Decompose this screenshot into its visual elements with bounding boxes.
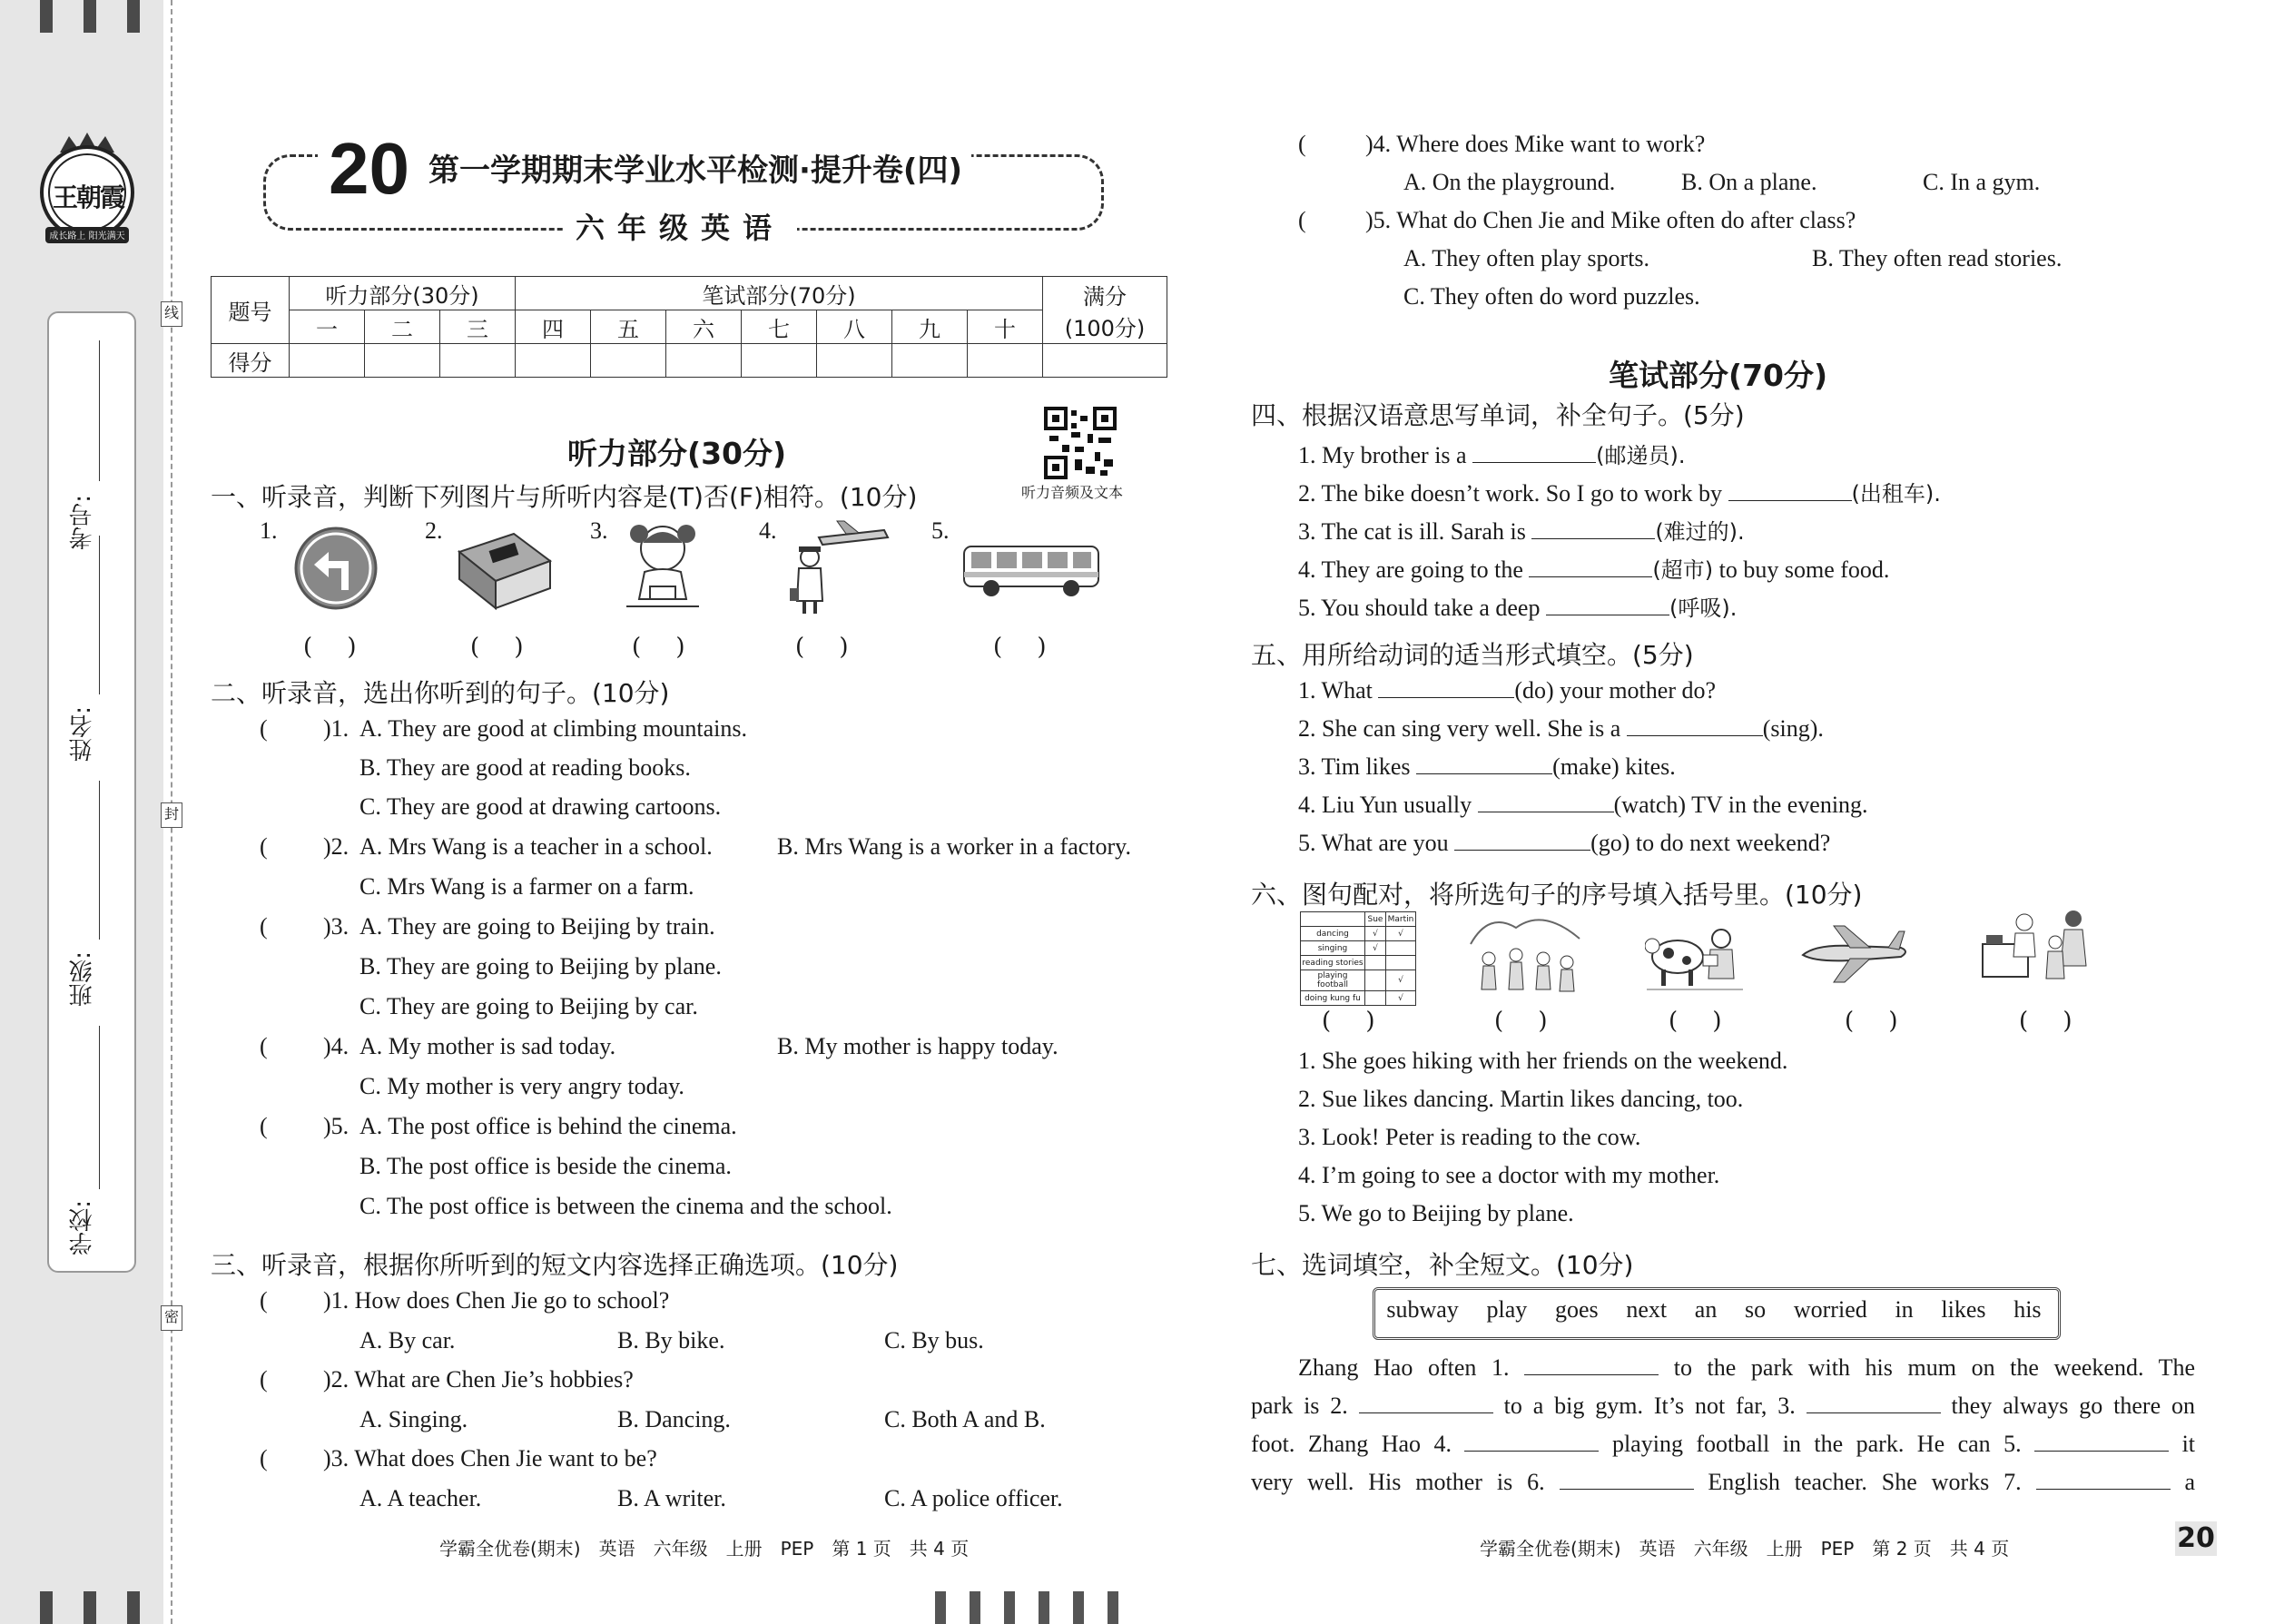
hobby-table-header (1301, 912, 1365, 927)
full-marks-label: 满分 (1083, 283, 1127, 310)
word-bank-word: so (1745, 1296, 1767, 1323)
left-turn-sign-icon (292, 525, 379, 615)
answer-paren[interactable]: ( ) (1845, 1008, 1898, 1035)
answer-blank[interactable] (1454, 830, 1590, 851)
footer-left: 学霸全优卷(期末) 英语 六年级 上册 PEP 第 1 页 共 4 页 (439, 1538, 970, 1560)
score-table (211, 276, 1167, 378)
qr-caption: 听力音频及文本 (1021, 484, 1124, 501)
name-line[interactable] (99, 536, 100, 694)
column-header: 一 (290, 310, 365, 344)
option-a: A. They are going to Beijing by train. (359, 913, 715, 940)
hobby-check (1365, 991, 1386, 1006)
part7-heading: 七、选词填空，补全短文。(10分) (1251, 1250, 1634, 1280)
question-number: )2. (323, 833, 350, 860)
hobby-check (1386, 956, 1416, 970)
answer-blank[interactable] (1524, 1354, 1659, 1375)
writing-group-header: 笔试部分(70分) (516, 277, 1043, 310)
answer-paren[interactable]: ( ) (993, 634, 1047, 661)
register-mark (40, 1591, 53, 1624)
passage-line: foot. Zhang Hao 4. playing football in the park. He can 5. it (1251, 1431, 2196, 1457)
answer-paren[interactable]: ( ) (1494, 1008, 1548, 1035)
hobby-check: √ (1365, 941, 1386, 956)
question-number: )3. (323, 913, 350, 940)
school-line[interactable] (99, 1026, 100, 1189)
answer-paren[interactable]: ( ) (632, 634, 685, 661)
question-number: )4. (323, 1033, 350, 1059)
hobby-activity: dancing (1301, 927, 1365, 941)
answer-paren[interactable]: ( ) (470, 634, 524, 661)
score-cell[interactable] (892, 344, 968, 378)
part4-heading: 四、根据汉语意思写单词，补全句子。(5分) (1251, 400, 1745, 430)
fill-sentence: 3. The cat is ill. Sarah is (难过的). (1298, 518, 1745, 545)
score-cell[interactable] (666, 344, 742, 378)
exam-subtitle: 六年级英语 (563, 205, 797, 247)
footer-right: 学霸全优卷(期末) 英语 六年级 上册 PEP 第 2 页 共 4 页 (1480, 1538, 2010, 1560)
full-marks-cell (1043, 277, 1167, 344)
fill-sentence: 5. You should take a deep (呼吸). (1298, 595, 1738, 621)
fill-sentence: 3. Tim likes (make) kites. (1298, 753, 1676, 780)
answer-paren[interactable]: ( ) (303, 634, 357, 661)
hobby-check: √ (1386, 991, 1416, 1006)
question-text: )4. Where does Mike want to work? (1365, 131, 1706, 157)
column-header: 六 (666, 310, 742, 344)
answer-paren[interactable]: ( ) (1322, 1008, 1375, 1035)
score-cell[interactable] (591, 344, 666, 378)
answer-blank[interactable] (2036, 1469, 2171, 1490)
option-c: C. A police officer. (884, 1485, 1063, 1511)
answer-blank[interactable] (2034, 1431, 2169, 1452)
answer-paren-open[interactable]: ( (260, 1445, 268, 1471)
answer-blank[interactable] (1359, 1393, 1493, 1413)
pilot-airplane-icon (783, 517, 891, 621)
page-badge: 20 (2175, 1521, 2217, 1556)
match-sentence: 4. I’m going to see a doctor with my mother. (1298, 1162, 1720, 1188)
register-marks (935, 1591, 1153, 1624)
score-cell[interactable] (742, 344, 817, 378)
option-b: B. Dancing. (617, 1406, 731, 1432)
option-b: B. A writer. (617, 1485, 726, 1511)
picture-number: 1. (260, 517, 278, 544)
class-line[interactable] (99, 781, 100, 940)
hobby-check (1365, 956, 1386, 970)
answer-paren-open[interactable]: ( (260, 913, 268, 940)
hobby-table (1300, 911, 1416, 1006)
match-sentence: 1. She goes hiking with her friends on the weekend. (1298, 1048, 1788, 1074)
passage-line: very well. His mother is 6. English teacher. She works 7. a (1251, 1469, 2195, 1495)
question-text: )1. How does Chen Jie go to school? (323, 1287, 670, 1314)
girl-reading-icon (617, 516, 708, 617)
exam-number-label: 考号: (69, 495, 96, 550)
fill-sentence: 4. They are going to the (超市) to buy some food. (1298, 556, 1890, 583)
logo-text: 王朝霞 (53, 182, 124, 212)
score-cell[interactable] (516, 344, 591, 378)
hobby-check: √ (1386, 970, 1416, 991)
column-header: 十 (968, 310, 1043, 344)
option-b: B. On a plane. (1681, 169, 1817, 195)
airplane-icon (1797, 919, 1912, 991)
seal-char-close: 密 (161, 1305, 182, 1331)
column-header: 八 (817, 310, 892, 344)
fill-sentence: 4. Liu Yun usually (watch) TV in the evening. (1298, 792, 1868, 818)
option-b: B. My mother is happy today. (777, 1033, 1058, 1059)
answer-blank[interactable] (1531, 518, 1655, 539)
option-a: A. On the playground. (1403, 169, 1616, 195)
register-mark (40, 0, 53, 33)
picture-number: 5. (931, 517, 950, 544)
answer-blank[interactable] (1627, 715, 1763, 736)
word-bank-word: his (2013, 1296, 2042, 1323)
register-mark (84, 0, 96, 33)
answer-paren[interactable]: ( ) (795, 634, 849, 661)
seal-char-line: 线 (161, 301, 182, 327)
answer-paren-open[interactable]: ( (260, 1287, 268, 1314)
match-sentence: 5. We go to Beijing by plane. (1298, 1200, 1574, 1226)
answer-paren-open[interactable]: ( (260, 833, 268, 860)
writing-title: 笔试部分(70分) (1609, 358, 1828, 393)
score-cell[interactable] (1043, 344, 1167, 378)
picture-number: 4. (759, 517, 777, 544)
word-bank (1373, 1296, 2055, 1324)
option-b: B. The post office is beside the cinema. (359, 1153, 732, 1179)
option-c: C. Both A and B. (884, 1406, 1046, 1432)
part5-heading: 五、用所给动词的适当形式填空。(5分) (1251, 640, 1694, 670)
fill-sentence: 1. What (do) your mother do? (1298, 677, 1717, 704)
register-mark (84, 1591, 96, 1624)
option-b: B. Mrs Wang is a worker in a factory. (777, 833, 1131, 860)
bus-icon (960, 541, 1102, 603)
question-number: )5. (323, 1113, 350, 1139)
answer-blank[interactable] (1529, 556, 1652, 577)
passage-line: park is 2. to a big gym. It’s not far, 3. they always go there on (1251, 1393, 2196, 1419)
hobby-activity: reading stories (1301, 956, 1365, 970)
hobby-activity: doing kung fu (1301, 991, 1365, 1006)
hobby-table-header: Sue (1365, 912, 1386, 927)
option-a: A. They often play sports. (1403, 245, 1650, 271)
paper-number: 20 (318, 127, 420, 211)
hobby-check: √ (1386, 927, 1416, 941)
fill-sentence: 5. What are you (go) to do next weekend? (1298, 830, 1831, 856)
option-a: A. Mrs Wang is a teacher in a school. (359, 833, 713, 860)
dictionary-book-icon (450, 525, 559, 615)
word-bank-word: subway (1386, 1296, 1459, 1323)
column-header: 九 (892, 310, 968, 344)
option-b: B. They often read stories. (1812, 245, 2063, 271)
answer-blank[interactable] (1478, 792, 1614, 812)
option-b: B. They are going to Beijing by plane. (359, 953, 722, 979)
option-a: A. The post office is behind the cinema. (359, 1113, 737, 1139)
question-number-header: 题号 (212, 277, 290, 344)
word-bank-word: next (1626, 1296, 1668, 1323)
part2-heading: 二、听录音，选出你听到的句子。(10分) (211, 678, 670, 708)
exam-title: 第一学期期末学业水平检测·提升卷(四) (419, 145, 971, 190)
answer-blank[interactable] (1728, 480, 1852, 501)
part3-heading: 三、听录音，根据你所听到的短文内容选择正确选项。(10分) (211, 1250, 899, 1280)
answer-paren[interactable]: ( ) (2019, 1008, 2072, 1035)
option-a: A. They are good at climbing mountains. (359, 715, 747, 742)
part6-heading: 六、图句配对，将所选句子的序号填入括号里。(10分) (1251, 880, 1863, 910)
option-a: A. By car. (359, 1327, 456, 1353)
question-text: )3. What does Chen Jie want to be? (323, 1445, 657, 1471)
option-b: B. By bike. (617, 1327, 725, 1353)
full-marks-value: (100分) (1064, 315, 1146, 341)
logo (33, 127, 142, 254)
answer-paren-open[interactable]: ( (260, 715, 268, 742)
answer-blank[interactable] (1546, 595, 1669, 615)
answer-blank[interactable] (1472, 442, 1596, 463)
word-bank-word: worried (1793, 1296, 1867, 1323)
picture-number: 2. (425, 517, 443, 544)
hobby-check (1365, 970, 1386, 991)
listening-title: 听力部分(30分) (567, 436, 787, 471)
hobby-activity: singing (1301, 941, 1365, 956)
exam-number-line[interactable] (99, 340, 100, 481)
score-cell[interactable] (290, 344, 365, 378)
hiking-group-icon (1462, 908, 1589, 1002)
score-cell[interactable] (365, 344, 440, 378)
column-header: 二 (365, 310, 440, 344)
register-mark (127, 0, 140, 33)
option-a: A. Singing. (359, 1406, 468, 1432)
word-bank-word: goes (1554, 1296, 1599, 1323)
match-sentence: 2. Sue likes dancing. Martin likes dancing, too. (1298, 1086, 1744, 1112)
score-cell[interactable] (968, 344, 1043, 378)
score-cell[interactable] (440, 344, 516, 378)
option-a: A. A teacher. (359, 1485, 482, 1511)
school-label: 学校: (69, 1200, 96, 1255)
doctor-visit-icon (1979, 902, 2093, 997)
question-number: )1. (323, 715, 350, 742)
answer-paren-open[interactable]: ( (1298, 131, 1306, 157)
passage-line: Zhang Hao often 1. to the park with his mum on the weekend. The (1298, 1354, 2196, 1381)
option-c: C. They are good at drawing cartoons. (359, 793, 722, 820)
answer-paren-open[interactable]: ( (260, 1113, 268, 1139)
boy-reading-to-cow-icon (1645, 902, 1745, 1002)
column-header: 七 (742, 310, 817, 344)
option-c: C. Mrs Wang is a farmer on a farm. (359, 873, 694, 900)
fill-sentence: 1. My brother is a (邮递员). (1298, 442, 1686, 468)
question-text: )5. What do Chen Jie and Mike often do after class? (1365, 207, 1856, 233)
answer-blank[interactable] (1416, 753, 1552, 774)
option-c: C. They often do word puzzles. (1403, 283, 1700, 310)
option-c: C. In a gym. (1923, 169, 2041, 195)
fill-sentence: 2. The bike doesn’t work. So I go to work by (出租车). (1298, 480, 1941, 507)
word-bank-word: in (1895, 1296, 1914, 1323)
qr-code-icon[interactable] (1044, 407, 1117, 479)
column-header: 五 (591, 310, 666, 344)
option-c: C. My mother is very angry today. (359, 1073, 684, 1099)
word-bank-word: likes (1941, 1296, 1986, 1323)
option-c: C. By bus. (884, 1327, 984, 1353)
option-c: C. They are going to Beijing by car. (359, 993, 698, 1019)
answer-paren-open[interactable]: ( (260, 1033, 268, 1059)
word-bank-word: play (1486, 1296, 1528, 1323)
answer-blank[interactable] (1378, 677, 1514, 698)
picture-number: 3. (590, 517, 608, 544)
answer-blank[interactable] (1560, 1469, 1694, 1490)
register-mark (127, 1591, 140, 1624)
word-bank-word: an (1694, 1296, 1718, 1323)
score-cell[interactable] (817, 344, 892, 378)
column-header: 三 (440, 310, 516, 344)
name-label: 姓名: (69, 706, 96, 762)
match-sentence: 3. Look! Peter is reading to the cow. (1298, 1124, 1641, 1150)
question-text: )2. What are Chen Jie’s hobbies? (323, 1366, 634, 1393)
column-header: 四 (516, 310, 591, 344)
fill-sentence: 2. She can sing very well. She is a (sing). (1298, 715, 1824, 742)
answer-blank[interactable] (1464, 1431, 1599, 1452)
student-info-panel (47, 311, 136, 1273)
hobby-check (1386, 941, 1416, 956)
hobby-activity: playing football (1301, 970, 1365, 991)
listening-group-header: 听力部分(30分) (290, 277, 516, 310)
answer-paren-open[interactable]: ( (260, 1366, 268, 1393)
logo-motto: 成长路上 阳光满天 (49, 231, 125, 241)
answer-blank[interactable] (1807, 1393, 1941, 1413)
hobby-check: √ (1365, 927, 1386, 941)
option-c: C. The post office is between the cinema and the school. (359, 1193, 892, 1219)
option-b: B. They are good at reading books. (359, 754, 691, 781)
seal-char-seal: 封 (161, 802, 182, 828)
answer-paren-open[interactable]: ( (1298, 207, 1306, 233)
score-row-label: 得分 (212, 344, 290, 378)
hobby-table-header: Martin (1386, 912, 1416, 927)
part1-heading: 一、听录音，判断下列图片与所听内容是(T)否(F)相符。(10分) (211, 482, 918, 512)
answer-paren[interactable]: ( ) (1669, 1008, 1722, 1035)
option-a: A. My mother is sad today. (359, 1033, 616, 1059)
class-label: 班级: (69, 951, 96, 1007)
